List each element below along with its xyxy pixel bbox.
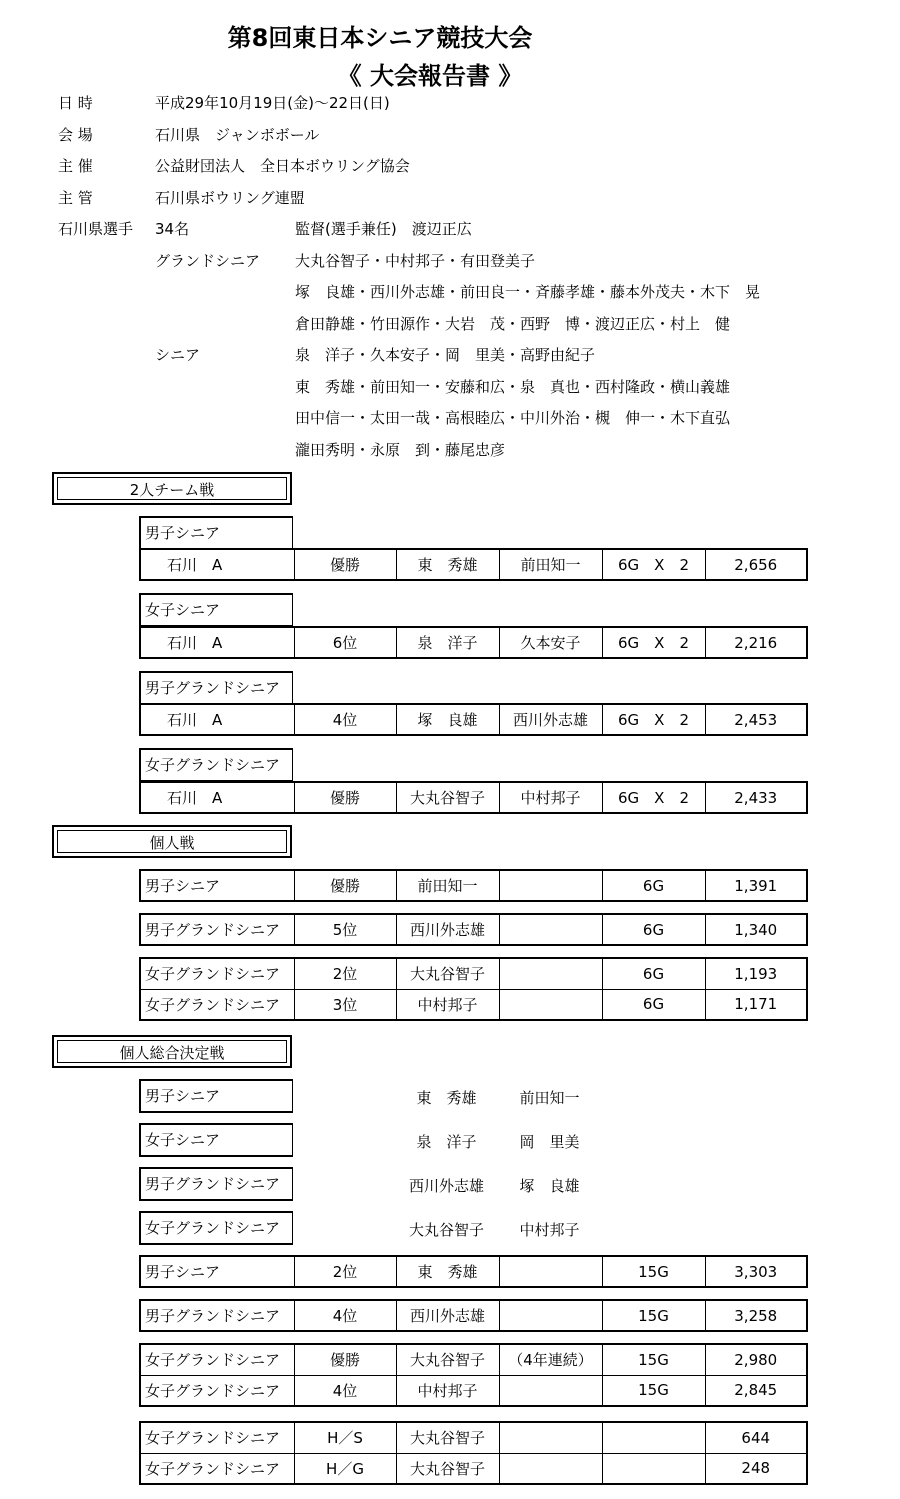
row-name: 大丸谷智子 [396,958,499,989]
row-note [499,958,602,989]
info-label-venue: 会 場 [58,126,93,144]
row-category: 男子シニア [140,1256,294,1287]
row-rank: 3位 [294,989,396,1020]
section-team-title: 2人チーム戦 [57,477,287,500]
team-category: 女子シニア [139,593,293,627]
section-team [52,472,292,505]
team-rank: 優勝 [294,549,396,580]
team-score: 2,216 [705,627,807,658]
table-row [140,627,807,658]
team-name: 石川 A [140,549,294,580]
team-player-1: 東 秀雄 [396,549,499,580]
team-score: 2,433 [705,782,807,813]
qualifier-category: 女子シニア [139,1123,293,1157]
qualifier-player-2: 岡 里美 [519,1133,580,1151]
senior-line: 瀧田秀明・永原 到・藤尾忠彦 [295,441,506,459]
info-value-date: 平成29年10月19日(金)～22日(日) [155,94,390,112]
row-games: 6G [602,989,705,1020]
senior-line: 泉 洋子・久本安子・岡 里美・高野由紀子 [295,346,596,364]
table-row [140,782,807,813]
row-rank: 2位 [294,958,396,989]
team-player-2: 前田知一 [499,549,602,580]
section-individual-title: 個人戦 [57,830,287,853]
table-row [140,549,807,580]
team-category: 男子シニア [139,516,293,550]
row-games: 6G [602,870,705,901]
row-score: 2,980 [705,1344,807,1375]
row-name: 大丸谷智子 [396,1453,499,1484]
qualifier-player-2: 中村邦子 [519,1221,580,1239]
team-rank: 4位 [294,704,396,735]
team-category: 女子グランドシニア [139,748,293,782]
row-score: 1,193 [705,958,807,989]
grand-senior-label: グランドシニア [155,252,261,270]
team-games: 6G X 2 [602,704,705,735]
row-games: 15G [602,1300,705,1331]
row-games: 6G [602,914,705,945]
info-value-host: 公益財団法人 全日本ボウリング協会 [155,157,410,175]
team-score: 2,453 [705,704,807,735]
row-name: 前田知一 [396,870,499,901]
row-note [499,1453,602,1484]
row-note [499,870,602,901]
table-row [140,1453,807,1484]
senior-line: 田中信一・太田一哉・高根睦広・中川外治・槻 伸一・木下直弘 [295,409,731,427]
team-name: 石川 A [140,627,294,658]
row-games: 15G [602,1344,705,1375]
section-allround-title: 個人総合決定戦 [57,1040,287,1063]
table-row [140,870,807,901]
row-name: 大丸谷智子 [396,1344,499,1375]
team-player-1: 大丸谷智子 [396,782,499,813]
qualifier-category: 男子グランドシニア [139,1167,293,1201]
row-rank: 4位 [294,1375,396,1406]
info-value-manager: 監督(選手兼任) 渡辺正広 [295,220,472,238]
row-name: 中村邦子 [396,989,499,1020]
team-games: 6G X 2 [602,627,705,658]
qualifier-player-1: 東 秀雄 [416,1089,477,1107]
row-note [499,1422,602,1453]
row-name: 西川外志雄 [396,1300,499,1331]
team-rank: 6位 [294,627,396,658]
row-category: 男子グランドシニア [140,914,294,945]
row-category: 男子グランドシニア [140,1300,294,1331]
section-individual [52,825,292,858]
qualifier-category: 男子シニア [139,1079,293,1113]
team-player-2: 久本安子 [499,627,602,658]
table-row [140,914,807,945]
row-category: 女子グランドシニア [140,1344,294,1375]
team-player-1: 塚 良雄 [396,704,499,735]
row-score: 3,258 [705,1300,807,1331]
row-rank: 4位 [294,1300,396,1331]
info-value-organizer: 石川県ボウリング連盟 [155,189,305,207]
row-name: 大丸谷智子 [396,1422,499,1453]
qualifier-player-2: 塚 良雄 [519,1177,580,1195]
row-category: 女子グランドシニア [140,1422,294,1453]
individual-table [139,913,808,946]
table-row [140,1344,807,1375]
row-rank: H／S [294,1422,396,1453]
row-score: 644 [705,1422,807,1453]
row-score: 248 [705,1453,807,1484]
table-row [140,1300,807,1331]
row-games [602,1453,705,1484]
team-name: 石川 A [140,782,294,813]
row-score: 1,340 [705,914,807,945]
table-row [140,704,807,735]
team-category: 男子グランドシニア [139,671,293,705]
row-note [499,989,602,1020]
qualifier-player-1: 大丸谷智子 [408,1221,484,1239]
row-score: 3,303 [705,1256,807,1287]
allround-table [139,1299,808,1332]
table-row [140,989,807,1020]
team-games: 6G X 2 [602,782,705,813]
team-rank: 優勝 [294,782,396,813]
senior-line: 東 秀雄・前田知一・安藤和広・泉 真也・西村隆政・横山義雄 [295,378,731,396]
row-category: 女子グランドシニア [140,1375,294,1406]
row-rank: 優勝 [294,870,396,901]
row-note [499,1300,602,1331]
allround-table [139,1343,808,1407]
qualifier-player-2: 前田知一 [519,1089,580,1107]
table-row [140,1375,807,1406]
team-table [139,781,808,814]
qualifier-player-1: 西川外志雄 [408,1177,484,1195]
team-table [139,703,808,736]
row-category: 女子グランドシニア [140,958,294,989]
info-value-player-count: 34名 [155,220,190,238]
team-games: 6G X 2 [602,549,705,580]
info-label-players: 石川県選手 [58,220,134,238]
team-player-2: 中村邦子 [499,782,602,813]
senior-label: シニア [155,346,201,364]
grand-senior-line: 大丸谷智子・中村邦子・有田登美子 [295,252,536,270]
team-player-2: 西川外志雄 [499,704,602,735]
team-table [139,626,808,659]
row-category: 男子シニア [140,870,294,901]
row-name: 中村邦子 [396,1375,499,1406]
row-note [499,1375,602,1406]
allround-table [139,1255,808,1288]
row-rank: 5位 [294,914,396,945]
report-title: 第8回東日本シニア競技大会 [227,24,533,52]
table-row [140,1256,807,1287]
row-games: 15G [602,1375,705,1406]
info-label-date: 日 時 [58,94,93,112]
row-games: 15G [602,1256,705,1287]
qualifier-player-1: 泉 洋子 [416,1133,477,1151]
report-subtitle: 《 大会報告書 》 [337,62,523,90]
team-name: 石川 A [140,704,294,735]
table-row [140,958,807,989]
row-games [602,1422,705,1453]
row-games: 6G [602,958,705,989]
row-score: 2,845 [705,1375,807,1406]
row-category: 女子グランドシニア [140,1453,294,1484]
individual-table [139,869,808,902]
row-score: 1,171 [705,989,807,1020]
allround-table [139,1421,808,1485]
grand-senior-line: 倉田静雄・竹田源作・大岩 茂・西野 博・渡辺正広・村上 健 [295,315,731,333]
row-note: （4年連続） [499,1344,602,1375]
grand-senior-line: 塚 良雄・西川外志雄・前田良一・斉藤孝雄・藤本外茂夫・木下 晃 [295,283,761,301]
info-label-organizer: 主 管 [58,189,93,207]
table-row [140,1422,807,1453]
info-label-host: 主 催 [58,157,93,175]
team-table [139,548,808,581]
qualifier-category: 女子グランドシニア [139,1211,293,1245]
row-rank: 2位 [294,1256,396,1287]
row-note [499,1256,602,1287]
row-note [499,914,602,945]
row-rank: H／G [294,1453,396,1484]
row-rank: 優勝 [294,1344,396,1375]
info-value-venue: 石川県 ジャンボボール [155,126,320,144]
row-category: 女子グランドシニア [140,989,294,1020]
section-allround [52,1035,292,1068]
row-name: 東 秀雄 [396,1256,499,1287]
row-name: 西川外志雄 [396,914,499,945]
individual-table [139,957,808,1021]
team-score: 2,656 [705,549,807,580]
team-player-1: 泉 洋子 [396,627,499,658]
row-score: 1,391 [705,870,807,901]
